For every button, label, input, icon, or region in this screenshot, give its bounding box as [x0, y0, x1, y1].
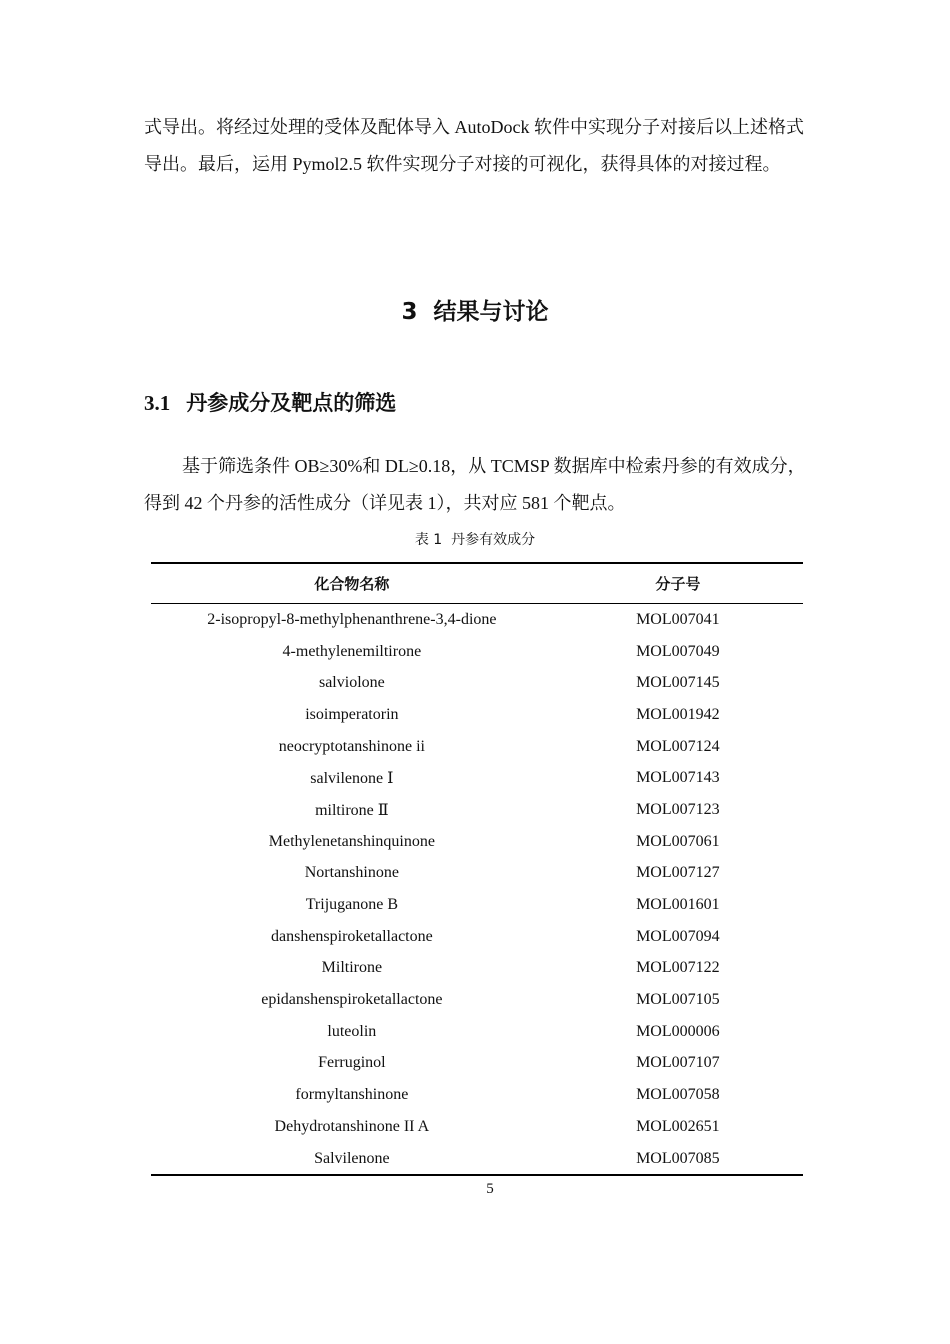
table-row [151, 826, 803, 858]
table-body [151, 604, 803, 1176]
compound-name-cell: Miltirone [321, 959, 383, 977]
body-paragraph: 基于筛选条件 OB≥30%和 DL≥0.18，从 TCMSP 数据库中检索丹参的有效成分，得到 42 个丹参的活性成分（详见表 1），共对应 581 个靶点。 [144, 456, 806, 513]
table-caption-label: 表 1 [414, 532, 443, 548]
molecule-id-cell: MOL000006 [636, 1022, 720, 1040]
table-row [151, 762, 803, 794]
table-row [151, 984, 803, 1016]
chapter-heading [0, 293, 950, 326]
table-row [151, 731, 803, 763]
table-row [151, 953, 803, 985]
compound-name-cell: salviolone [318, 674, 385, 692]
compound-name-cell: salvilenone Ⅰ [310, 770, 394, 788]
compound-name-cell: Dehydrotanshinone II A [274, 1117, 430, 1135]
compound-name-cell: danshenspiroketallactone [271, 927, 433, 945]
molecule-id-cell: MOL007094 [636, 927, 720, 945]
molecule-id-cell: MOL007061 [636, 832, 720, 850]
section-title: 丹参成分及靶点的筛选 [186, 391, 397, 415]
molecule-id-cell: MOL007143 [636, 769, 720, 787]
molecule-id-cell: MOL007049 [636, 642, 720, 660]
compound-name-cell: luteolin [327, 1022, 377, 1040]
body-paragraph: 式导出。将经过处理的受体及配体导入 AutoDock 软件中实现分子对接后以上述格式导出。最后，运用 Pymol2.5 软件实现分子对接的可视化，获得具体的对接过程。 [144, 117, 804, 174]
molecule-id-cell: MOL007123 [636, 800, 720, 818]
compound-name-cell: formyltanshinone [295, 1086, 409, 1104]
table-row [151, 794, 803, 826]
molecule-id-cell: MOL007085 [553, 1143, 803, 1176]
table-row [151, 1048, 803, 1080]
compound-name-cell: Nortanshinone [304, 864, 399, 882]
page-number: 5 [486, 1181, 494, 1197]
molecule-id-cell: MOL007124 [636, 737, 720, 755]
table-caption [0, 529, 950, 549]
molecule-id-cell: MOL007127 [636, 864, 720, 882]
compound-name-cell: isoimperatorin [305, 705, 399, 723]
compound-name-cell: epidanshenspiroketallactone [261, 991, 443, 1009]
table-row [151, 636, 803, 668]
chapter-title: 结果与讨论 [433, 299, 549, 325]
table-row [151, 1079, 803, 1111]
table-row [151, 889, 803, 921]
table-header-row [151, 563, 803, 604]
compound-name-cell: Methylenetanshinquinone [268, 832, 435, 850]
section-heading [144, 387, 396, 417]
compound-name-cell: Ferruginol [318, 1054, 386, 1072]
column-header-compound-name: 化合物名称 [151, 563, 553, 604]
molecule-id-cell: MOL002651 [636, 1117, 720, 1135]
compound-name-cell: 4-methylenemiltirone [282, 642, 422, 660]
column-header-molecule-id: 分子号 [553, 563, 803, 604]
molecule-id-cell: MOL007041 [636, 610, 720, 628]
table-row [151, 921, 803, 953]
compound-name-cell: neocryptotanshinone ii [278, 737, 425, 755]
table-row [151, 1111, 803, 1143]
compound-name-cell: Salvilenone [151, 1143, 553, 1176]
table-caption-title: 丹参有效成分 [451, 532, 536, 548]
table-row [151, 604, 803, 636]
table-row [151, 699, 803, 731]
molecule-id-cell: MOL007058 [636, 1086, 720, 1104]
table-row [151, 667, 803, 699]
molecule-id-cell: MOL007145 [636, 674, 720, 692]
compound-name-cell: 2-isopropyl-8-methylphenanthrene-3,4-dione [207, 610, 497, 628]
molecule-id-cell: MOL007107 [636, 1054, 720, 1072]
molecule-id-cell: MOL007122 [636, 959, 720, 977]
molecule-id-cell: MOL007105 [636, 991, 720, 1009]
table-row [151, 1016, 803, 1048]
chapter-number: 3 [401, 299, 418, 325]
molecule-id-cell: MOL001942 [636, 705, 720, 723]
compounds-table [151, 562, 803, 1176]
table-row [151, 1143, 803, 1176]
section-number: 3.1 [144, 391, 171, 415]
compound-name-cell: Trijuganone B [305, 896, 399, 914]
molecule-id-cell: MOL001601 [636, 896, 720, 914]
compound-name-cell: miltirone Ⅱ [315, 801, 389, 819]
table-row [151, 858, 803, 890]
